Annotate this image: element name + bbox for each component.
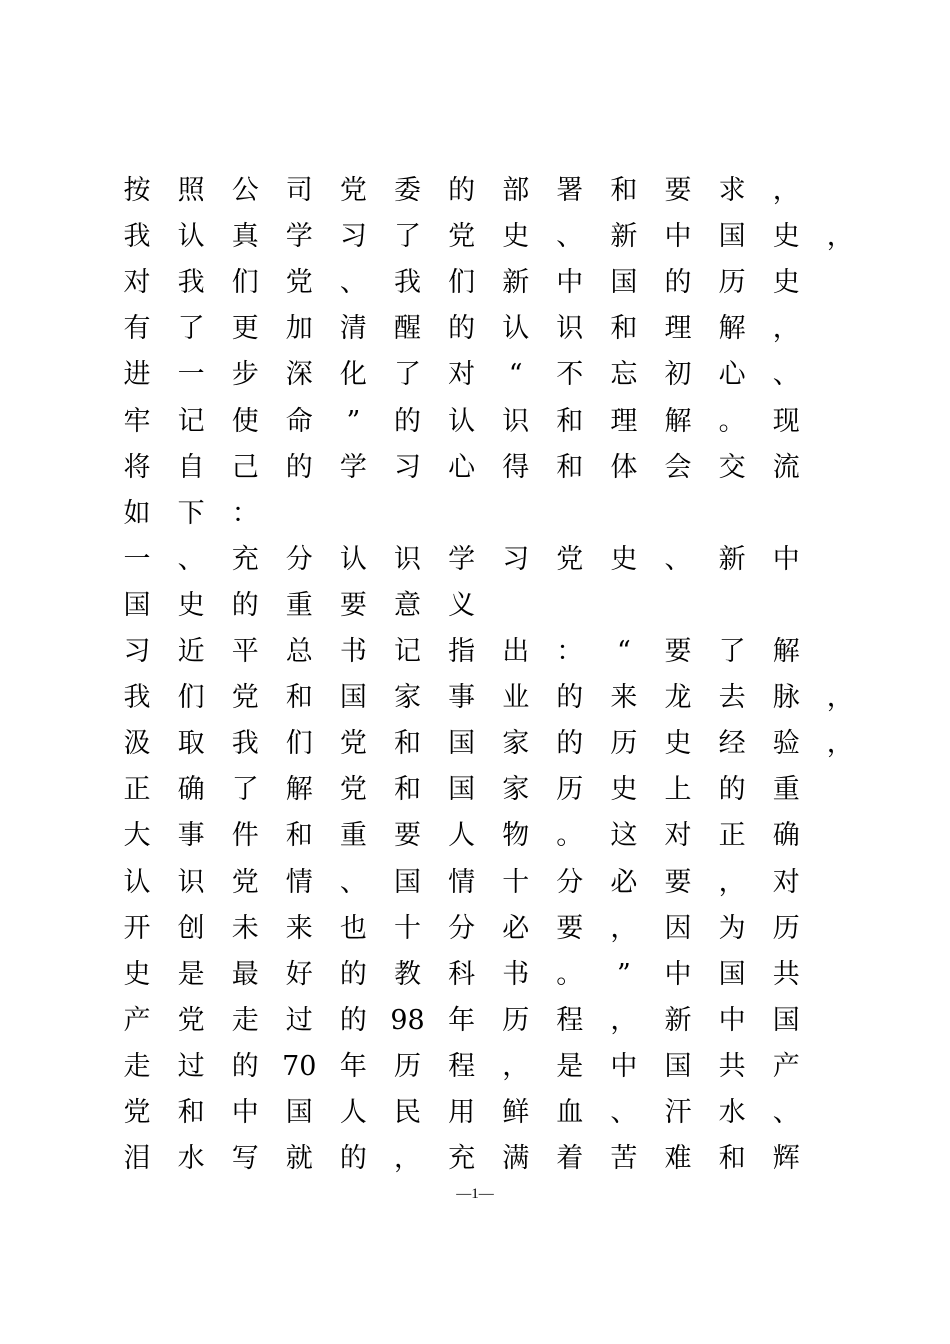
- text-char: 求: [718, 175, 746, 206]
- text-char: 照: [177, 175, 205, 206]
- text-char: 来: [285, 912, 313, 944]
- text-char: 忘: [610, 359, 638, 391]
- text-char: 业: [502, 682, 530, 714]
- text-char: 党: [448, 221, 476, 253]
- text-char: 事: [177, 820, 205, 852]
- text-char: 的: [339, 958, 367, 990]
- text-char: 情: [448, 866, 476, 898]
- text-char: 认: [123, 866, 151, 898]
- text-char: 中: [664, 221, 692, 253]
- text-char: 识: [177, 866, 205, 898]
- text-char: 教: [394, 958, 421, 990]
- text-char: 新: [502, 267, 530, 299]
- text-char: 要: [339, 589, 367, 621]
- text-char: 自: [177, 451, 205, 483]
- text-char: 大: [123, 820, 151, 852]
- text-char: 对: [123, 267, 151, 299]
- text-char: 历: [718, 267, 746, 299]
- text-char: 意: [394, 589, 421, 621]
- text-char: 进: [123, 359, 151, 391]
- text-char: 验: [772, 728, 800, 760]
- text-char: 、: [664, 543, 692, 575]
- text-char: 认: [448, 405, 476, 437]
- text-char: 中: [231, 1097, 259, 1128]
- text-char: 按: [123, 175, 151, 206]
- text-char: 解: [772, 636, 800, 667]
- text-char: 党: [339, 728, 367, 760]
- text-char: 物: [502, 820, 530, 852]
- text-char: 的: [339, 1143, 367, 1175]
- text-char: 了: [718, 636, 746, 667]
- text-char: 苦: [610, 1143, 638, 1175]
- text-char: 识: [394, 543, 421, 575]
- text-char: 党: [339, 175, 367, 206]
- text-char: 史: [610, 774, 638, 806]
- text-char: 要: [664, 175, 692, 206]
- text-char: 要: [394, 820, 421, 852]
- text-char: 确: [772, 820, 800, 852]
- text-char: 新: [610, 221, 638, 253]
- text-char: 要: [556, 912, 584, 944]
- text-char: ，: [772, 175, 800, 206]
- text-char: 的: [339, 1004, 367, 1036]
- text-char: 年: [339, 1050, 367, 1082]
- text-char: 醒: [394, 313, 421, 345]
- text-char: 下: [177, 497, 205, 529]
- text-char: 义: [448, 589, 476, 621]
- text-char: 们: [231, 267, 259, 299]
- text-char: 件: [231, 820, 259, 852]
- text-char: 流: [772, 451, 800, 483]
- text-char: 己: [231, 451, 259, 483]
- text-char: 党: [556, 543, 584, 575]
- text-char: 历: [556, 774, 584, 806]
- text-char: 事: [448, 682, 476, 714]
- text-char: 和: [718, 1143, 746, 1175]
- text-char: 充: [448, 1143, 476, 1175]
- text-char: 确: [177, 774, 205, 806]
- text-char: 。: [556, 820, 584, 852]
- text-char: 国: [448, 728, 476, 760]
- text-char: 总: [285, 636, 313, 667]
- text-char: 和: [394, 728, 421, 760]
- text-char: 我: [231, 728, 259, 760]
- text-char: 产: [772, 1050, 800, 1082]
- text-char: 史: [502, 221, 530, 253]
- text-char: 国: [339, 682, 367, 714]
- text-char: 认: [502, 313, 530, 345]
- text-char: 有: [123, 313, 151, 345]
- text-char: “: [616, 636, 631, 667]
- text-char: 着: [556, 1143, 584, 1175]
- text-char: 我: [123, 221, 151, 253]
- text-char: 十: [502, 866, 530, 898]
- text-char: 、: [339, 267, 367, 299]
- text-char: 认: [177, 221, 205, 253]
- text-char: 历: [772, 912, 800, 944]
- text-char: 国: [285, 1097, 313, 1128]
- text-char: 一: [123, 543, 151, 575]
- text-char: 新: [718, 543, 746, 575]
- text-char: 汲: [123, 728, 151, 760]
- text-char: 我: [123, 682, 151, 714]
- text-char: 我: [394, 267, 421, 299]
- text-char: ，: [826, 221, 854, 253]
- page-number: —1—: [456, 1186, 494, 1202]
- text-char: 过: [285, 1004, 313, 1036]
- text-char: 一: [177, 359, 205, 391]
- text-char: 充: [231, 543, 259, 575]
- text-char: 记: [177, 405, 205, 437]
- text-char: ，: [394, 1143, 421, 1175]
- text-char: 来: [610, 682, 638, 714]
- text-char: 经: [718, 728, 746, 760]
- text-char: 解: [664, 405, 692, 437]
- text-char: 了: [394, 359, 421, 391]
- text-char: 过: [177, 1050, 205, 1082]
- text-char: 国: [394, 866, 421, 898]
- text-char: ：: [231, 497, 259, 529]
- text-char: 未: [231, 912, 259, 944]
- text-char: 国: [448, 774, 476, 806]
- text-char: 是: [177, 958, 205, 990]
- text-char: 使: [231, 405, 259, 437]
- text-char: 98: [390, 1004, 425, 1036]
- text-char: 清: [339, 313, 367, 345]
- text-char: 指: [448, 636, 476, 667]
- text-char: 署: [556, 175, 584, 206]
- text-char: 党: [231, 682, 259, 714]
- text-char: 了: [231, 774, 259, 806]
- text-char: 国: [718, 221, 746, 253]
- text-char: 对: [772, 866, 800, 898]
- text-char: 上: [664, 774, 692, 806]
- text-char: ，: [772, 313, 800, 345]
- text-char: 出: [502, 636, 530, 667]
- text-char: 们: [177, 682, 205, 714]
- text-char: 中: [610, 1050, 638, 1082]
- text-char: 重: [285, 589, 313, 621]
- text-char: 委: [394, 175, 421, 206]
- text-char: 习: [502, 543, 530, 575]
- text-char: 和: [177, 1097, 205, 1128]
- text-char: 解: [285, 774, 313, 806]
- text-char: 取: [177, 728, 205, 760]
- text-char: 对: [448, 359, 476, 391]
- text-char: 中: [772, 543, 800, 575]
- text-char: 化: [339, 359, 367, 391]
- text-char: 公: [231, 175, 259, 206]
- text-char: ，: [718, 866, 746, 898]
- text-char: 人: [339, 1097, 367, 1128]
- text-char: ，: [610, 1004, 638, 1036]
- text-char: 了: [394, 221, 421, 253]
- text-char: 。: [718, 405, 746, 437]
- text-char: 真: [231, 221, 259, 253]
- text-char: 会: [664, 451, 692, 483]
- text-char: 党: [231, 866, 259, 898]
- text-char: 和: [556, 405, 584, 437]
- text-char: 家: [502, 728, 530, 760]
- text-char: 重: [339, 820, 367, 852]
- text-char: 的: [718, 774, 746, 806]
- text-char: 产: [123, 1004, 151, 1036]
- text-char: 脉: [772, 682, 800, 714]
- text-char: 新: [664, 1004, 692, 1036]
- text-char: 水: [177, 1143, 205, 1175]
- text-char: 习: [123, 636, 151, 667]
- text-char: 如: [123, 497, 151, 529]
- text-char: 好: [285, 958, 313, 990]
- text-char: ”: [346, 405, 361, 437]
- text-char: 满: [502, 1143, 530, 1175]
- text-char: 的: [231, 589, 259, 621]
- text-char: 学: [339, 451, 367, 483]
- text-char: 历: [394, 1050, 421, 1082]
- text-char: 们: [285, 728, 313, 760]
- text-char: 为: [718, 912, 746, 944]
- text-char: 开: [123, 912, 151, 944]
- text-char: 部: [502, 175, 530, 206]
- text-char: 近: [177, 636, 205, 667]
- text-char: 因: [664, 912, 692, 944]
- text-char: 程: [448, 1050, 476, 1082]
- text-char: 要: [664, 636, 692, 667]
- text-char: ：: [556, 636, 584, 667]
- text-char: 要: [664, 866, 692, 898]
- text-char: 书: [339, 636, 367, 667]
- text-char: 十: [394, 912, 421, 944]
- text-char: 和: [610, 175, 638, 206]
- text-char: 和: [556, 451, 584, 483]
- text-char: 习: [394, 451, 421, 483]
- text-char: 习: [339, 221, 367, 253]
- text-char: 、: [772, 1097, 800, 1128]
- text-char: 重: [772, 774, 800, 806]
- text-char: ，: [502, 1050, 530, 1082]
- text-char: 正: [123, 774, 151, 806]
- text-char: 血: [556, 1097, 584, 1128]
- text-char: 情: [285, 866, 313, 898]
- text-char: 史: [610, 543, 638, 575]
- text-char: 党: [177, 1004, 205, 1036]
- text-char: 创: [177, 912, 205, 944]
- text-char: 、: [610, 1097, 638, 1128]
- text-char: 史: [177, 589, 205, 621]
- text-char: 70: [282, 1050, 317, 1082]
- text-char: 国: [123, 589, 151, 621]
- text-char: 识: [556, 313, 584, 345]
- text-char: 的: [448, 175, 476, 206]
- text-char: 分: [285, 543, 313, 575]
- text-char: 加: [285, 313, 313, 345]
- text-char: 程: [556, 1004, 584, 1036]
- text-char: 史: [664, 728, 692, 760]
- text-char: 分: [556, 866, 584, 898]
- text-char: 学: [285, 221, 313, 253]
- text-char: 历: [502, 1004, 530, 1036]
- text-char: 的: [231, 1050, 259, 1082]
- text-char: 史: [123, 958, 151, 990]
- text-char: 共: [718, 1050, 746, 1082]
- text-char: 必: [610, 866, 638, 898]
- text-char: 鲜: [502, 1097, 530, 1128]
- text-char: 我: [177, 267, 205, 299]
- text-char: 中: [718, 1004, 746, 1036]
- text-char: 了: [177, 313, 205, 345]
- text-char: 龙: [664, 682, 692, 714]
- text-char: 国: [772, 1004, 800, 1036]
- text-char: ，: [826, 682, 854, 714]
- text-char: 的: [285, 451, 313, 483]
- text-char: 的: [448, 313, 476, 345]
- text-char: 汗: [664, 1097, 692, 1128]
- text-char: 体: [610, 451, 638, 483]
- text-char: 党: [339, 774, 367, 806]
- text-char: 心: [448, 451, 476, 483]
- text-char: 将: [123, 451, 151, 483]
- text-char: 现: [772, 405, 800, 437]
- text-char: 走: [231, 1004, 259, 1036]
- text-char: 党: [123, 1097, 151, 1128]
- text-char: 平: [231, 636, 259, 667]
- text-char: 。: [556, 958, 584, 990]
- text-char: 和: [285, 682, 313, 714]
- text-char: 年: [448, 1004, 476, 1036]
- text-char: 辉: [772, 1143, 800, 1175]
- text-char: 国: [610, 267, 638, 299]
- text-char: ，: [826, 728, 854, 760]
- text-char: 走: [123, 1050, 151, 1082]
- text-char: 们: [448, 267, 476, 299]
- text-char: 深: [285, 359, 313, 391]
- text-char: 家: [394, 682, 421, 714]
- text-char: 最: [231, 958, 259, 990]
- text-char: 必: [502, 912, 530, 944]
- text-char: 史: [772, 221, 800, 253]
- text-char: 共: [772, 958, 800, 990]
- text-char: 难: [664, 1143, 692, 1175]
- text-char: 解: [718, 313, 746, 345]
- text-char: 、: [177, 543, 205, 575]
- text-char: 步: [231, 359, 259, 391]
- text-char: 的: [664, 267, 692, 299]
- text-char: 史: [772, 267, 800, 299]
- text-char: 正: [718, 820, 746, 852]
- text-char: 交: [718, 451, 746, 483]
- text-char: 也: [339, 912, 367, 944]
- text-char: 牢: [123, 405, 151, 437]
- text-char: 命: [285, 405, 313, 437]
- text-char: 记: [394, 636, 421, 667]
- text-char: 历: [610, 728, 638, 760]
- text-char: 中: [664, 958, 692, 990]
- text-char: 民: [394, 1097, 421, 1128]
- text-char: 去: [718, 682, 746, 714]
- text-char: 是: [556, 1050, 584, 1082]
- text-char: 写: [231, 1143, 259, 1175]
- text-char: 和: [394, 774, 421, 806]
- text-char: 科: [448, 958, 476, 990]
- text-char: 国: [664, 1050, 692, 1082]
- text-char: 党: [285, 267, 313, 299]
- text-char: 更: [231, 313, 259, 345]
- text-char: “: [508, 359, 523, 391]
- text-char: 国: [718, 958, 746, 990]
- text-char: 认: [339, 543, 367, 575]
- text-char: 心: [718, 359, 746, 391]
- text-char: 、: [772, 359, 800, 391]
- text-char: 得: [502, 451, 530, 483]
- text-char: 和: [610, 313, 638, 345]
- text-char: 分: [448, 912, 476, 944]
- text-char: 识: [502, 405, 530, 437]
- text-char: 就: [285, 1143, 313, 1175]
- text-char: 理: [664, 313, 692, 345]
- text-char: 的: [556, 682, 584, 714]
- text-char: 理: [610, 405, 638, 437]
- text-char: 中: [556, 267, 584, 299]
- text-char: 对: [664, 820, 692, 852]
- text-char: 这: [610, 820, 638, 852]
- text-char: 学: [448, 543, 476, 575]
- text-char: ，: [610, 912, 638, 944]
- text-char: 水: [718, 1097, 746, 1128]
- text-char: 不: [556, 359, 584, 391]
- text-char: 书: [502, 958, 530, 990]
- text-char: 用: [448, 1097, 476, 1128]
- text-char: 的: [556, 728, 584, 760]
- text-char: 初: [664, 359, 692, 391]
- text-char: 泪: [123, 1143, 151, 1175]
- text-char: 人: [448, 820, 476, 852]
- text-char: 的: [394, 405, 421, 437]
- text-char: 、: [339, 866, 367, 898]
- text-char: 和: [285, 820, 313, 852]
- text-char: ”: [616, 958, 631, 990]
- text-char: 、: [556, 221, 584, 253]
- text-char: 司: [285, 175, 313, 206]
- text-char: 家: [502, 774, 530, 806]
